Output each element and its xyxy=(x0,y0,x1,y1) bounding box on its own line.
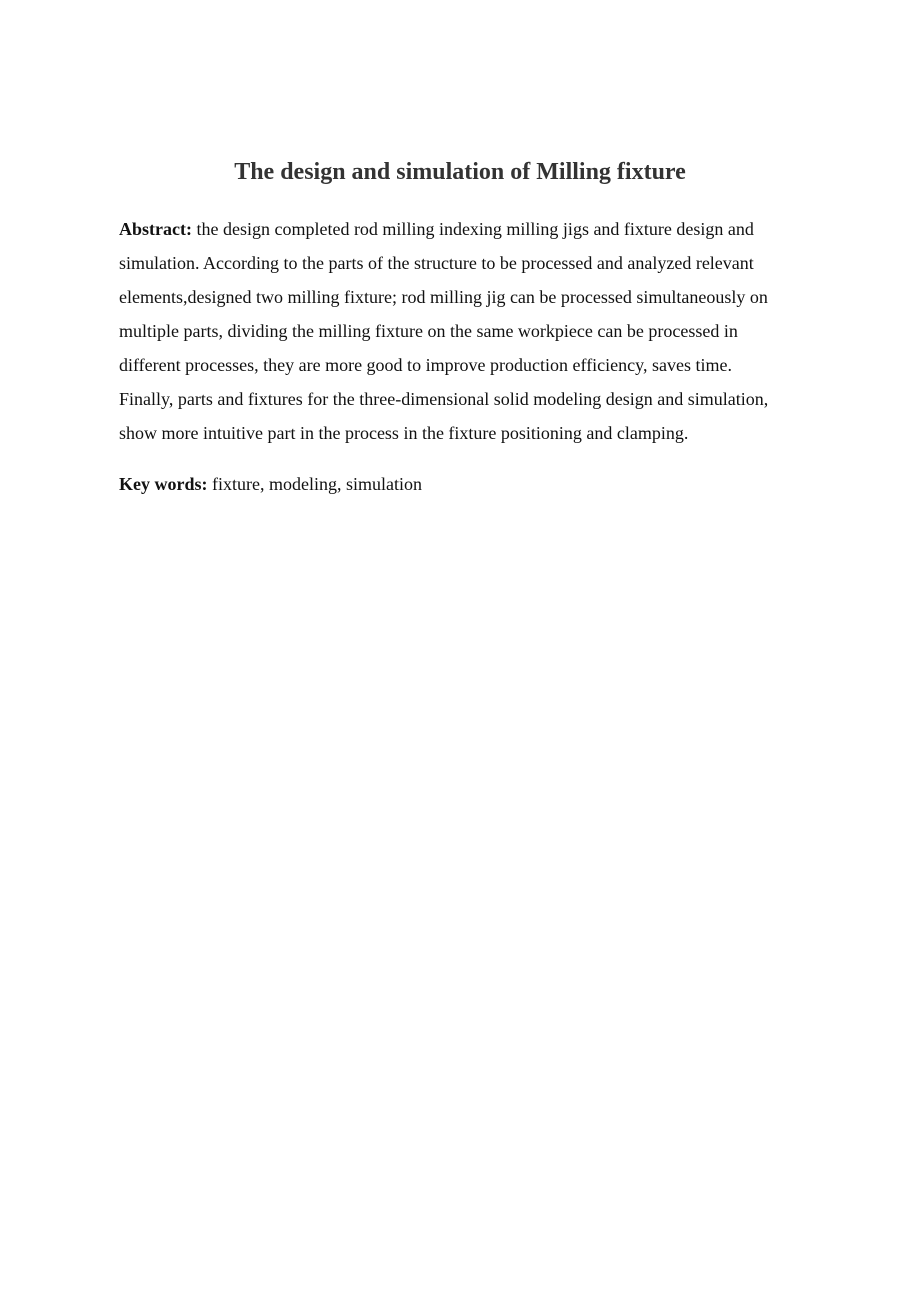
abstract-line-6: Finally, parts and fixtures for the three-dimensional solid modeling design and simulation, xyxy=(119,389,769,409)
abstract-line-4: multiple parts, dividing the milling fixture on the same workpiece can be processed in xyxy=(119,321,738,341)
abstract-line-3: elements,designed two milling fixture; rod milling jig can be processed simultaneously on xyxy=(119,287,768,307)
abstract-text-1: the design completed rod milling indexing milling jigs and fixture design and xyxy=(191,219,754,239)
keywords-text: fixture, modeling, simulation xyxy=(207,474,422,494)
abstract-line-2: simulation. According to the parts of the structure to be processed and analyzed relevant xyxy=(119,253,754,273)
keywords-paragraph xyxy=(119,470,801,498)
abstract-line-1 xyxy=(119,212,801,246)
abstract-paragraph xyxy=(119,212,801,450)
abstract-line-7: show more intuitive part in the process in the fixture positioning and clamping. xyxy=(119,423,689,443)
abstract-label: Abstract: xyxy=(119,219,192,239)
abstract-line-5: different processes, they are more good to improve production efficiency, saves time. xyxy=(119,355,732,375)
keywords-label: Key words: xyxy=(119,474,208,494)
paper-title: The design and simulation of Milling fixture xyxy=(234,159,686,185)
